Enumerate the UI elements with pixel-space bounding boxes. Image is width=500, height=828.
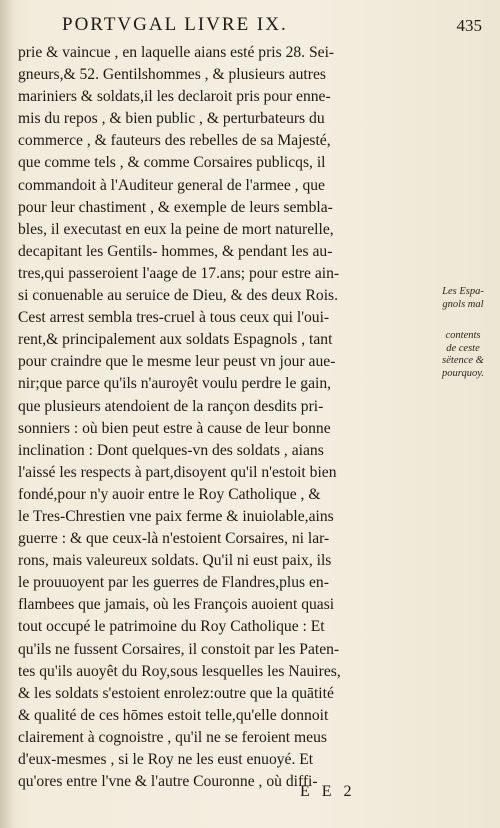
text-line: gneurs,& 52. Gentilshommes , & plusieurs autres xyxy=(18,66,326,84)
text-line: pour leur chastiment , & exemple de leurs sembla- xyxy=(18,198,333,216)
margin-note xyxy=(432,330,494,380)
text-line: le Tres-Chrestien vne paix ferme & inuiolable,ains xyxy=(18,507,334,525)
text-line: rons, mais valeureux soldats. Qu'il ni eust paix, ils xyxy=(18,552,332,570)
text-line: nir;que parce qu'ils n'auroyêt voulu perdre le gain, xyxy=(18,375,332,393)
margin-note-line: Les Espa- xyxy=(442,286,484,297)
text-line: fondé,pour n'y auoir entre le Roy Catholique , & xyxy=(18,485,321,503)
text-line: sonniers : où bien peut estre à cause de leur bonne xyxy=(18,419,331,437)
margin-note-line: contents xyxy=(445,330,481,341)
text-line: tres,qui passeroient l'aage de 17.ans; pour estre ain- xyxy=(18,264,340,282)
margin-note-line: pourquoy. xyxy=(442,367,484,379)
body-text xyxy=(18,42,428,793)
text-line: que plusieurs atendoient de la rançon desdits pri- xyxy=(18,397,324,415)
text-line: decapitant les Gentils- hommes, & pendant les au- xyxy=(18,242,333,260)
text-line: clairement à cognoistre , qu'il ne se feroient meus xyxy=(18,728,327,746)
text-line: tes qu'ils auoyêt du Roy,sous lesquelles les Nauires, xyxy=(18,662,341,680)
text-line: d'eux-mesmes , si le Roy ne les eust enuoyé. Et xyxy=(18,751,314,768)
margin-note-line: sëtence & xyxy=(442,355,484,366)
text-line: prie & vaincue , en laquelle aians esté pris 28. Sei- xyxy=(18,44,335,61)
text-line: rent,& principalement aux soldats Espagnols , tant xyxy=(18,331,333,349)
text-line: bles, il executast en eux la peine de mort naturelle, xyxy=(18,220,334,238)
margin-note-line: de ceste xyxy=(446,342,480,354)
text-line: le prouuoyent par les guerres de Flandres,plus en- xyxy=(18,574,329,592)
page-header xyxy=(62,14,482,40)
text-line: l'aissé les respects à part,disoyent qu'il n'estoit bien xyxy=(18,463,337,481)
text-line: qu'ores entre l'vne & l'autre Couronne , où diffi- xyxy=(18,773,318,791)
page-gutter-shadow xyxy=(0,0,14,828)
text-line: pour craindre que le mesme leur peust vn jour aue- xyxy=(18,353,336,371)
text-line: commerce , & fauteurs des rebelles de sa Majesté, xyxy=(18,132,331,150)
text-line: & qualité de ces hōmes estoit telle,qu'elle donnoit xyxy=(18,706,329,724)
text-line: guerre : & que ceux-là n'estoient Corsaires, ni lar- xyxy=(18,530,330,548)
text-line: tout occupé le patrimoine du Roy Catholique : Et xyxy=(18,618,325,636)
text-line: mis du repos , & bien public , & perturbateurs du xyxy=(18,110,325,128)
text-line: Cest arrest sembla tres-cruel à tous ceux qui l'oui- xyxy=(18,309,330,327)
margin-note-line: gnols mal xyxy=(442,298,484,310)
running-title: PORTVGAL LIVRE IX. xyxy=(62,14,288,35)
text-line: & les soldats s'estoient enrolez:outre que la quātité xyxy=(18,684,334,702)
text-line: mariniers & soldats,il les declaroit pris pour enne- xyxy=(18,88,331,106)
text-line: flambees que jamais, où les François auoient quasi xyxy=(18,596,335,614)
text-line: si conuenable au seruice de Dieu, & des deux Rois. xyxy=(18,287,339,305)
text-line: commandoit à l'Auditeur general de l'armee , que xyxy=(18,176,325,194)
signature-mark: E E 2 xyxy=(300,783,356,800)
page-number: 435 xyxy=(456,16,482,35)
text-line: que comme tels , & comme Corsaires publicqs, il xyxy=(18,154,326,172)
margin-note xyxy=(432,286,494,311)
text-line: qu'ils ne fussent Corsaires, il constoit par les Paten- xyxy=(18,640,340,658)
text-line: inclination : Dont quelques-vn des soldats , aians xyxy=(18,441,324,459)
